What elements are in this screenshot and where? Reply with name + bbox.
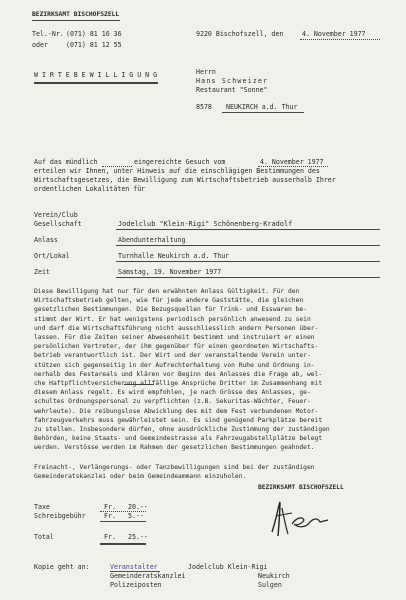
field-line-club xyxy=(116,229,380,230)
fee-currency-total: Fr. xyxy=(104,533,116,541)
fee-label-writing: Schreibgebühr xyxy=(34,512,86,520)
body-line: persönlichen Vertreter, der ihm gegenüber für einen geordneten Wirtschafts- xyxy=(34,343,319,351)
signature-mark xyxy=(262,494,362,544)
fee-label-total: Total xyxy=(34,533,54,541)
body-line: che Haftpflichtversicherung allfällige Ansprüche Dritter im Zusammenhang mit xyxy=(34,380,323,388)
closing-paragraph xyxy=(34,463,379,481)
recipient-city: NEUKIRCH a.d. Thur xyxy=(226,103,298,111)
intro-line-2: erteilen wir Ihnen, unter Hinweis auf die einschlägigen Bestimmungen des xyxy=(34,167,320,175)
document-title: W I R T E B E W I L L I G U N G xyxy=(34,71,158,79)
body-line: wehrleute). Die reibungslose Abwicklung des mit dem Fest verbundenen Motor- xyxy=(34,407,319,415)
authority-underline xyxy=(32,20,120,21)
fee-amount-total: 25.-- xyxy=(128,533,148,541)
conditions-paragraph xyxy=(34,287,379,453)
body-line: betrieb verantwortlich ist. Der Wirt und der veranstaltende Verein unter- xyxy=(34,352,311,360)
fee-amount-writing: 5.-- xyxy=(128,512,144,520)
signature-authority: BEZIRKSAMT BISCHOFSZELL xyxy=(258,484,344,491)
fee-amount-tax: 20.-- xyxy=(128,503,148,511)
body-line: lassen. Für die Zeiten seiner Abwesenheit bestimmt und instruiert er einen xyxy=(34,334,315,342)
body-line: gesetzlichen Bestimmungen. Die Bezugsquellen für Trink- und Esswaren be- xyxy=(34,306,307,314)
recipient-business: Restaurant "Sonne" xyxy=(196,86,268,94)
fee-currency-tax: Fr. xyxy=(104,503,116,511)
or-label: oder xyxy=(32,41,48,49)
body-line: stützen sich gegenseitig in der Aufrechterhaltung von Ruhe und Ordnung in- xyxy=(34,361,315,369)
body-line: und darf die Wirtschaftsführung nicht ausschliesslich andern Personen über- xyxy=(34,324,319,332)
field-line-time xyxy=(116,277,380,278)
copy-role-organizer: Veranstalter xyxy=(110,563,158,571)
body-line: schultes Ordnungspersonal zu verpflichten (z.B. Sekuritas-Wächter, Feuer- xyxy=(34,398,311,406)
copy-name-police: Sulgen xyxy=(258,581,282,589)
copy-role-council: Gemeinderatskanzlei xyxy=(110,572,186,580)
recipient-salutation: Herrn xyxy=(196,68,216,76)
vor-beginn-underline xyxy=(124,384,154,385)
tel-label: Tel.-Nr. xyxy=(32,30,64,38)
field-label-club: Verein/Club xyxy=(34,211,78,219)
city-underline xyxy=(222,112,304,113)
fee-currency-writing: Fr. xyxy=(104,512,116,520)
intro-date: 4. November 1977 xyxy=(260,158,324,166)
field-label-time: Zeit xyxy=(34,268,50,276)
body-line: zu stellen. Insbesondere dürfen, ohne ausdrückliche Zustimmung der zuständigen xyxy=(34,426,330,434)
field-value-club: Jodelclub "Klein-Rigi" Schönenberg-Kradolf xyxy=(118,220,293,228)
letter-date: 4. November 1977 xyxy=(302,30,366,38)
title-double-underline xyxy=(34,82,158,84)
fee-total-double-rule xyxy=(100,543,146,545)
field-label-event: Anlass xyxy=(34,236,58,244)
body-line: nerhalb des Festareals und klären vor Beginn des Anlasses die Frage ab, wel- xyxy=(34,370,323,378)
field-value-time: Samstag, 19. November 1977 xyxy=(118,268,222,276)
intro-oral: Auf das mündlich xyxy=(34,158,98,166)
body-line: Wirtschaftsbetrieb gelten, wie für jede andere Gaststätte, die gleichen xyxy=(34,297,304,305)
authority-header: BEZIRKSAMT BISCHOFSZELL xyxy=(32,11,120,18)
body-line: Behörden, keine Staats- und Gemeindestrasse als Fahrzeugabstellplätze belegt xyxy=(34,435,323,443)
body-line: werden. Verstösse werden im Rahmen der gesetzlichen Bestimmungen geahndet. xyxy=(34,444,315,452)
date-dotted-line xyxy=(300,39,380,40)
field-value-event: Abendunterhaltung xyxy=(118,236,186,244)
tel-number-2: (071) 81 12 55 xyxy=(66,41,122,49)
body-line: Diese Bewilligung hat nur für den erwähnten Anlass Gültigkeit. Für den xyxy=(34,288,300,295)
copy-name-organizer: Jodelclub Klein-Rigi xyxy=(188,563,268,571)
body-line: fahrzeugverkehrs muss gewährleistet sein. Es sind genügend Parkplätze bereit xyxy=(34,416,323,424)
recipient-postcode: 8578 xyxy=(196,103,212,111)
closing-line: Gemeinderatskanzlei oder beim Gemeindeammann einzuholen. xyxy=(34,473,247,481)
place-date: 9220 Bischofszell, den xyxy=(196,30,284,38)
field-label-society: Gesellschaft xyxy=(34,220,82,228)
body-line: stimmt der Wirt. Er hat wenigstens periodisch persönlich anwesend zu sein xyxy=(34,315,311,323)
copy-name-council: Neukirch xyxy=(258,572,290,580)
intro-submitted: eingereichte Gesuch vom xyxy=(134,158,226,166)
body-line: diesem Anlass regelt. Es wird empfohlen, je nach Grösse des Anlasses, ge- xyxy=(34,389,311,397)
intro-line-4: ordentlichen Lokalitäten für xyxy=(34,185,146,193)
copy-role-police: Polizeiposten xyxy=(110,581,162,589)
field-value-location: Turnhalle Neukirch a.d. Thur xyxy=(118,252,230,260)
fee-label-tax: Taxe xyxy=(34,503,50,511)
tel-number: (071) 81 16 36 xyxy=(66,30,122,38)
intro-line-3: Wirtschaftsgesetzes, die Bewilligung zum Wirtschaftsbetrieb ausserhalb Ihrer xyxy=(34,176,336,184)
closing-line: Freinacht-, Verlängerungs- oder Tanzbewilligungen sind bei der zuständigen xyxy=(34,464,315,471)
copies-label: Kopie geht an: xyxy=(34,563,90,571)
field-line-event xyxy=(116,245,380,246)
field-label-location: Ort/Lokal xyxy=(34,252,70,260)
fee-total-rule xyxy=(100,521,146,522)
recipient-name: Hans Schweizer xyxy=(196,77,269,85)
field-line-location xyxy=(116,261,380,262)
